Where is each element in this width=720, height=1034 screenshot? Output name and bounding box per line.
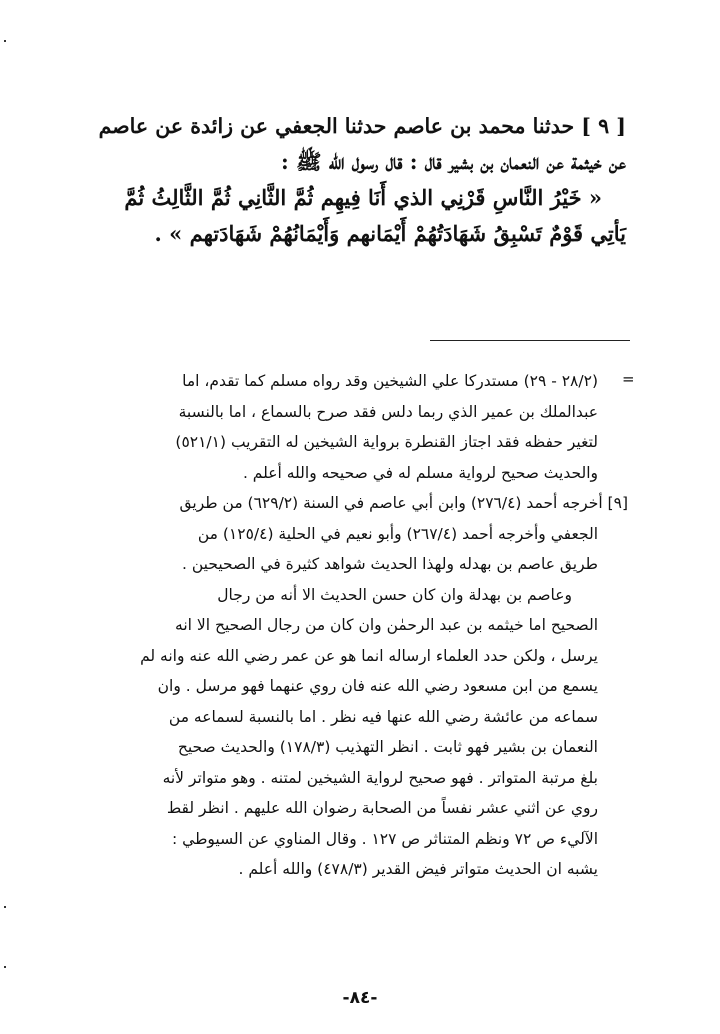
footnote-line: الصحيح اما خيثمه بن عبد الرحمٰن وان كان من رجال الصحيح الا انه: [175, 616, 598, 634]
footnote-line: (٢٨/٢ - ٢٩) مستدركا علي الشيخين وقد رواه مسلم كما تقدم، اما: [182, 372, 598, 390]
footnote-separator: [430, 340, 630, 341]
hadith-line: [ ٩ ] حدثنا محمد بن عاصم حدثنا الجعفي عن زائدة عن عاصم: [98, 114, 626, 138]
footnote-line: وعاصم بن بهدلة وان كان حسن الحديث الا أنه من رجال: [217, 585, 572, 604]
footnotes: [96, 366, 628, 885]
footnote-line: روي عن اثني عشر نفساً من الصحابة رضوان الله عليهم . انظر لقط: [166, 799, 598, 817]
footnote-line: لتغير حفظه فقد اجتاز القنطرة برواية الشيخين له التقريب (٥٢١/١): [175, 433, 598, 451]
footnote-line: الآليء ص ٧٢ ونظم المتناثر ص ١٢٧ . وقال المناوي عن السيوطي :: [172, 829, 598, 848]
footnote-line: يرسل ، ولكن حدد العلماء ارساله انما هو عن عمر رضي الله عنه وانه لم: [140, 646, 598, 665]
footnote-line: الجعفي وأخرجه أحمد (٢٦٧/٤) وأبو نعيم في الحلية (١٢٥/٤) من: [197, 524, 598, 543]
hadith-line: عن خيثمة عن النعمان بن بشير قال : قال رسول الله ﷺ :: [281, 149, 626, 174]
footnote-line: والحديث صحيح لرواية مسلم له في صحيحه والله أعلم .: [242, 463, 598, 482]
footnote-line: عبدالملك بن عمير الذي ربما دلس فقد صرح بالسماع ، اما بالنسبة: [178, 402, 598, 421]
footnote-line: بلغ مرتبة المتواتر . فهو صحيح لرواية الشيخين لمتنه . وهو متواتر لأنه: [162, 768, 598, 787]
scan-speck: [4, 40, 6, 42]
hadith-quote-line: يَأتِي قَوْمٌ تَسْبِقُ شَهَادَتُهُمْ أَيْمَانهم وَأَيْمَانُهُمْ شَهَادَتهم » .: [154, 221, 626, 246]
scan-speck: [4, 966, 6, 968]
footnote-line: النعمان بن بشير فهو ثابت . انظر التهذيب (١٧٨/٣) والحديث صحيح: [177, 738, 598, 756]
scan-speck: [4, 906, 6, 908]
footnote-line: يسمع من ابن مسعود رضي الله عنه فان روي عنهما فهو مرسل . وان: [157, 677, 598, 695]
footnote-continuation-marker: =: [622, 370, 635, 388]
page-number: -٨٤-: [342, 988, 378, 1008]
footnote-line: يشبه ان الحديث متواتر فيض القدير (٤٧٨/٣) والله أعلم .: [238, 860, 598, 878]
hadith-text: [96, 108, 626, 252]
footnote-line: سماعه من عائشة رضي الله عنها فيه نظر . اما بالنسبة لسماعه من: [168, 707, 598, 726]
hadith-quote-line: « خَيْرُ النَّاسِ قَرْنِي الذي أَنَا فِيهِم ثُمَّ الثَّانِي ثُمَّ الثَّالِثُ ثُمَّ: [124, 185, 602, 210]
footnote-line: طريق عاصم بن بهدله ولهذا الحديث شواهد كثيرة في الصحيحين .: [182, 555, 598, 573]
footnote-line: [٩] أخرجه أحمد (٢٧٦/٤) وابن أبي عاصم في السنة (٦٢٩/٢) من طريق: [179, 494, 628, 512]
